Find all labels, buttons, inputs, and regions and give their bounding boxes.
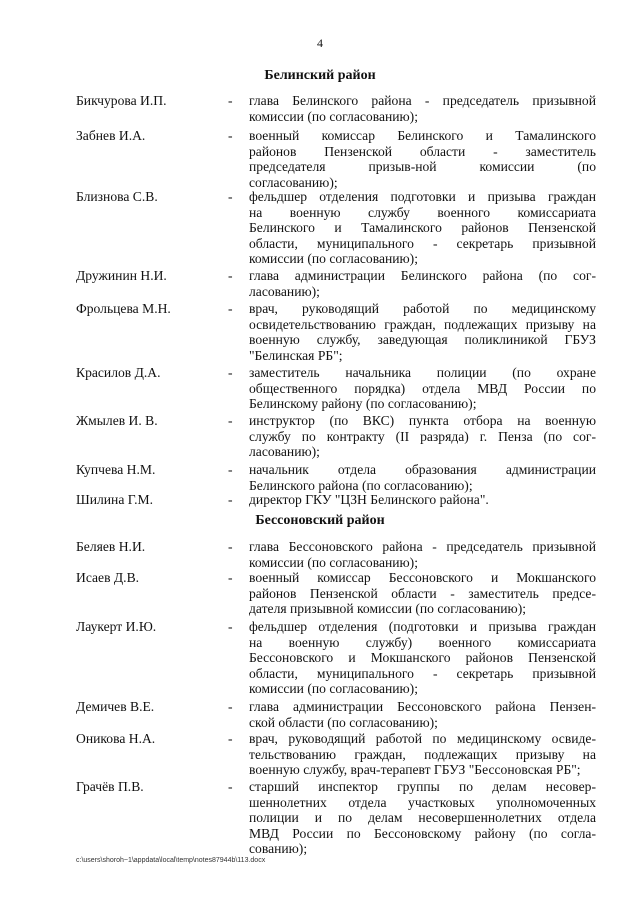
description-line: Бессоновского и Мокшанского районов Пензенской — [249, 650, 596, 666]
description-line: глава администрации Белинского района (по сог- — [249, 268, 596, 283]
member-name: Забнев И.А. — [76, 128, 146, 143]
member-role-description — [249, 492, 596, 508]
description-line: начальник отдела образования администрации — [249, 462, 596, 477]
dash-separator: - — [228, 189, 233, 204]
description-line: сованию); — [249, 841, 308, 857]
description-line: военную службу, заведующая поликлиникой ГБУЗ — [249, 332, 596, 348]
dash-separator: - — [228, 128, 233, 143]
description-line: директор ГКУ "ЦЗН Белинского района". — [249, 492, 489, 507]
member-name: Жмылев И. В. — [76, 413, 158, 428]
member-name: Исаев Д.В. — [76, 570, 140, 585]
description-line: на военную службу) военного комиссариата — [249, 634, 596, 650]
description-line: полиции и по делам несовершеннолетних отдела — [249, 810, 596, 826]
description-line: тельствованию граждан, подлежащих призыву на — [249, 746, 596, 762]
member-role-description — [249, 301, 596, 363]
member-role-description — [249, 539, 596, 570]
dash-separator: - — [228, 413, 233, 428]
description-line: врач, руководящий работой по медицинскому — [249, 301, 596, 316]
description-line: службу по контракту (II разряда) г. Пенза (по сог- — [249, 428, 596, 444]
section-title: Белинский район — [264, 68, 376, 83]
description-line: общественного порядка) отдела МВД России по — [249, 380, 596, 396]
member-name: Оникова Н.А. — [76, 731, 156, 746]
description-line: на военную службу военного комиссариата — [249, 204, 596, 220]
description-line: фельдшер отделения (подготовки и призыва граждан — [249, 619, 596, 634]
description-line: шеннолетних отдела участковых уполномоченных — [249, 794, 596, 810]
description-line: заместитель начальника полиции (по охране — [249, 365, 596, 380]
description-line: комиссии (по согласованию); — [249, 554, 418, 570]
description-line: старший инспектор группы по делам несовер- — [249, 779, 596, 794]
description-line: районов Пензенской области - заместитель предсе- — [249, 585, 596, 601]
description-line: согласованию); — [249, 174, 338, 190]
footer-file-path: c:\users\shoroh~1\appdata\local\temp\notes87944b\113.docx — [76, 857, 266, 864]
member-role-description — [249, 731, 596, 778]
dash-separator: - — [228, 539, 233, 554]
description-line: Белинскому району (по согласованию); — [249, 396, 477, 412]
member-name: Шилина Г.М. — [76, 492, 153, 507]
description-line: Белинского района (по согласованию); — [249, 477, 473, 493]
description-line: военную службу, врач-терапевт ГБУЗ "Бессоновская РБ"; — [249, 762, 581, 778]
description-line: Белинского и Тамалинского районов Пензенской — [249, 220, 596, 236]
description-line: ласованию); — [249, 444, 320, 460]
page-number: 4 — [317, 36, 323, 50]
description-line: комиссии (по согласованию); — [249, 681, 418, 697]
description-line: дателя призывной комиссии (по согласованию); — [249, 601, 527, 617]
member-role-description — [249, 365, 596, 412]
member-name: Беляев Н.И. — [76, 539, 146, 554]
description-line: военный комиссар Белинского и Тамалинского — [249, 128, 596, 143]
dash-separator: - — [228, 731, 233, 746]
member-name: Демичев В.Е. — [76, 699, 155, 714]
description-line: ской области (по согласованию); — [249, 714, 438, 730]
member-name: Бикчурова И.П. — [76, 93, 167, 108]
description-line: комиссии (по согласованию); — [249, 251, 418, 267]
member-role-description — [249, 462, 596, 493]
member-role-description — [249, 413, 596, 460]
section-title: Бессоновский район — [255, 513, 385, 528]
dash-separator: - — [228, 268, 233, 283]
description-line: глава Бессоновского района - председатель призывной — [249, 539, 596, 554]
description-line: комиссии (по согласованию); — [249, 108, 418, 124]
description-line: "Белинская РБ"; — [249, 347, 343, 363]
member-role-description — [249, 570, 596, 617]
description-line: МВД России по Бессоновскому району (по согла- — [249, 825, 596, 841]
description-line: председателя призыв-ной комиссии (по — [249, 159, 596, 175]
member-name: Грачёв П.В. — [76, 779, 144, 794]
member-name: Лаукерт И.Ю. — [76, 619, 157, 634]
description-line: освидетельствованию граждан, подлежащих призыву на — [249, 316, 596, 332]
description-line: глава Белинского района - председатель призывной — [249, 93, 596, 108]
member-role-description — [249, 699, 596, 730]
description-line: области, муниципального - секретарь призывной — [249, 665, 596, 681]
dash-separator: - — [228, 93, 233, 108]
dash-separator: - — [228, 570, 233, 585]
member-role-description — [249, 779, 596, 857]
dash-separator: - — [228, 462, 233, 477]
dash-separator: - — [228, 779, 233, 794]
dash-separator: - — [228, 492, 233, 507]
member-role-description — [249, 128, 596, 190]
member-name: Фрольцева М.Н. — [76, 301, 171, 316]
description-line: врач, руководящий работой по медицинскому освиде- — [249, 731, 596, 746]
member-name: Купчева Н.М. — [76, 462, 156, 477]
member-role-description — [249, 189, 596, 267]
description-line: глава администрации Бессоновского района Пензен- — [249, 699, 596, 714]
member-name: Дружинин Н.И. — [76, 268, 167, 283]
dash-separator: - — [228, 619, 233, 634]
description-line: районов Пензенской области - заместитель — [249, 143, 596, 159]
member-name: Красилов Д.А. — [76, 365, 161, 380]
dash-separator: - — [228, 301, 233, 316]
description-line: инструктор (по ВКС) пункта отбора на военную — [249, 413, 596, 428]
description-line: области, муниципального - секретарь призывной — [249, 235, 596, 251]
description-line: ласованию); — [249, 283, 320, 299]
description-line: фельдшер отделения подготовки и призыва граждан — [249, 189, 596, 204]
member-role-description — [249, 268, 596, 299]
dash-separator: - — [228, 365, 233, 380]
member-role-description — [249, 619, 596, 697]
member-role-description — [249, 93, 596, 124]
member-name: Близнова С.В. — [76, 189, 158, 204]
description-line: военный комиссар Бессоновского и Мокшанского — [249, 570, 596, 585]
dash-separator: - — [228, 699, 233, 714]
